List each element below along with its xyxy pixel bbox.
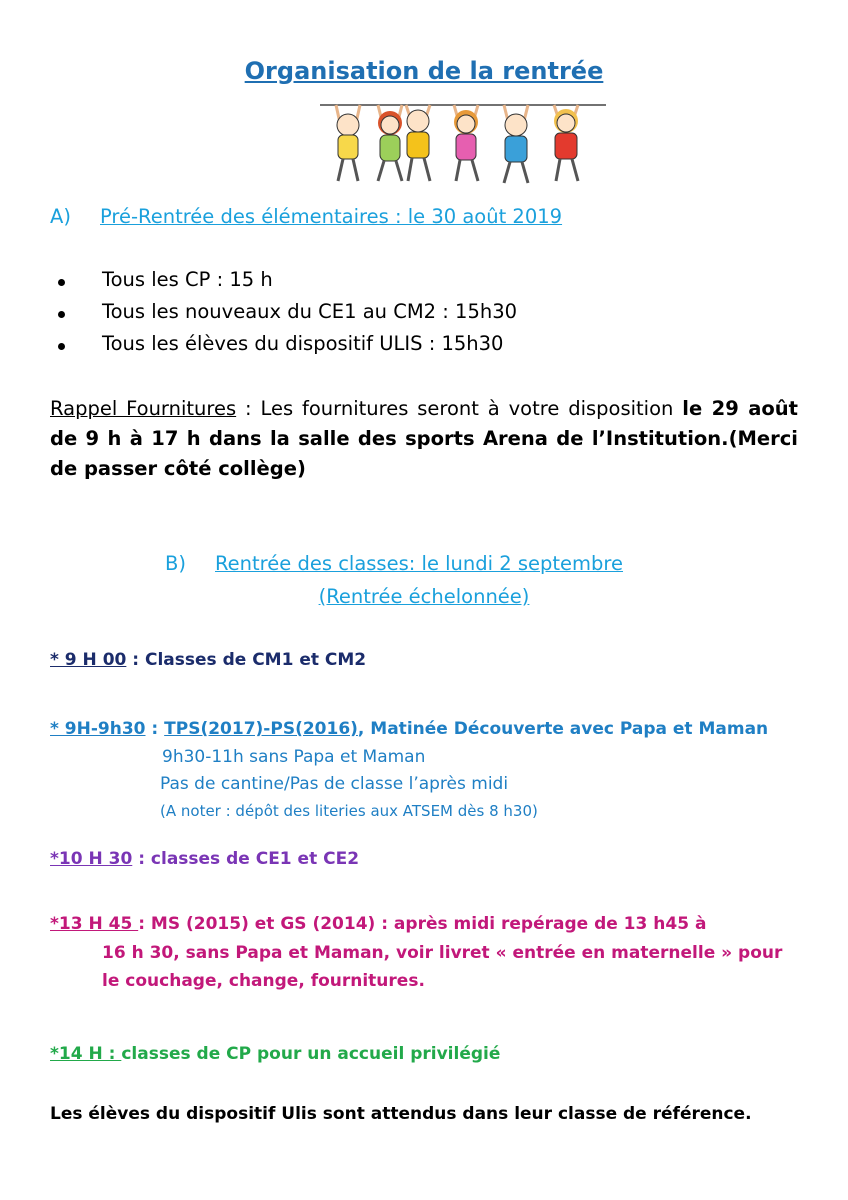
child-figure <box>336 105 360 181</box>
schedule-note: Pas de cantine/Pas de classe l’après midi <box>160 774 509 794</box>
child-figure <box>554 105 578 181</box>
section-a-heading <box>0 205 848 231</box>
schedule-note: 9h30-11h sans Papa et Maman <box>162 747 426 767</box>
child-figure <box>406 105 430 181</box>
section-a-title: Pré-Rentrée des élémentaires : le 30 août 2019 <box>100 205 563 228</box>
schedule-continuation: le couchage, change, fournitures. <box>102 971 425 991</box>
rappel-paragraph: Rappel Fournitures : Les fournitures seront à votre disposition le 29 août de 9 h à 17 h dans la salle des sports Arena de l’Institution.(Merci de passer côté collège) <box>50 397 799 480</box>
page-title: Organisation de la rentrée <box>244 57 604 85</box>
section-b-subtitle: (Rentrée échelonnée) <box>318 585 530 608</box>
bullet-icon <box>58 311 65 318</box>
section-b-title: Rentrée des classes: le lundi 2 septembre <box>215 552 624 575</box>
section-b-letter: B) <box>165 552 186 575</box>
schedule-item-13h45: *13 H 45 : MS (2015) et GS (2014) : après midi repérage de 13 h45 à <box>50 914 707 934</box>
list-item: Tous les nouveaux du CE1 au CM2 : 15h30 <box>0 300 848 328</box>
children-hanging-illustration <box>318 97 608 189</box>
child-figure <box>378 105 402 181</box>
list-item: Tous les CP : 15 h <box>0 268 848 296</box>
child-figure <box>454 105 478 181</box>
bullet-icon <box>58 279 65 286</box>
list-item: Tous les élèves du dispositif ULIS : 15h30 <box>0 332 848 360</box>
rappel-label: Rappel Fournitures <box>50 397 237 420</box>
footer-note: Les élèves du dispositif Ulis sont attendus dans leur classe de référence. <box>50 1104 752 1124</box>
schedule-item-9h-9h30: * 9H-9h30 : TPS(2017)-PS(2016), Matinée Découverte avec Papa et Maman <box>50 719 769 739</box>
child-figure <box>504 105 528 183</box>
schedule-item-14h: *14 H : classes de CP pour un accueil privilégié <box>50 1044 501 1064</box>
rappel-details: le 29 août de 9 h à 17 h dans la salle des sports Arena de l’Institution.(Merci de passer côté collège) <box>50 397 799 480</box>
schedule-item-9h00: * 9 H 00 : Classes de CM1 et CM2 <box>50 650 367 670</box>
schedule-item-10h30: *10 H 30 : classes de CE1 et CE2 <box>50 849 360 869</box>
bullet-icon <box>58 343 65 350</box>
schedule-continuation: 16 h 30, sans Papa et Maman, voir livret « entrée en maternelle » pour <box>102 943 783 963</box>
schedule-note: (A noter : dépôt des literies aux ATSEM dès 8 h30) <box>160 802 538 820</box>
section-b-heading <box>0 552 848 578</box>
section-a-letter: A) <box>50 205 71 228</box>
